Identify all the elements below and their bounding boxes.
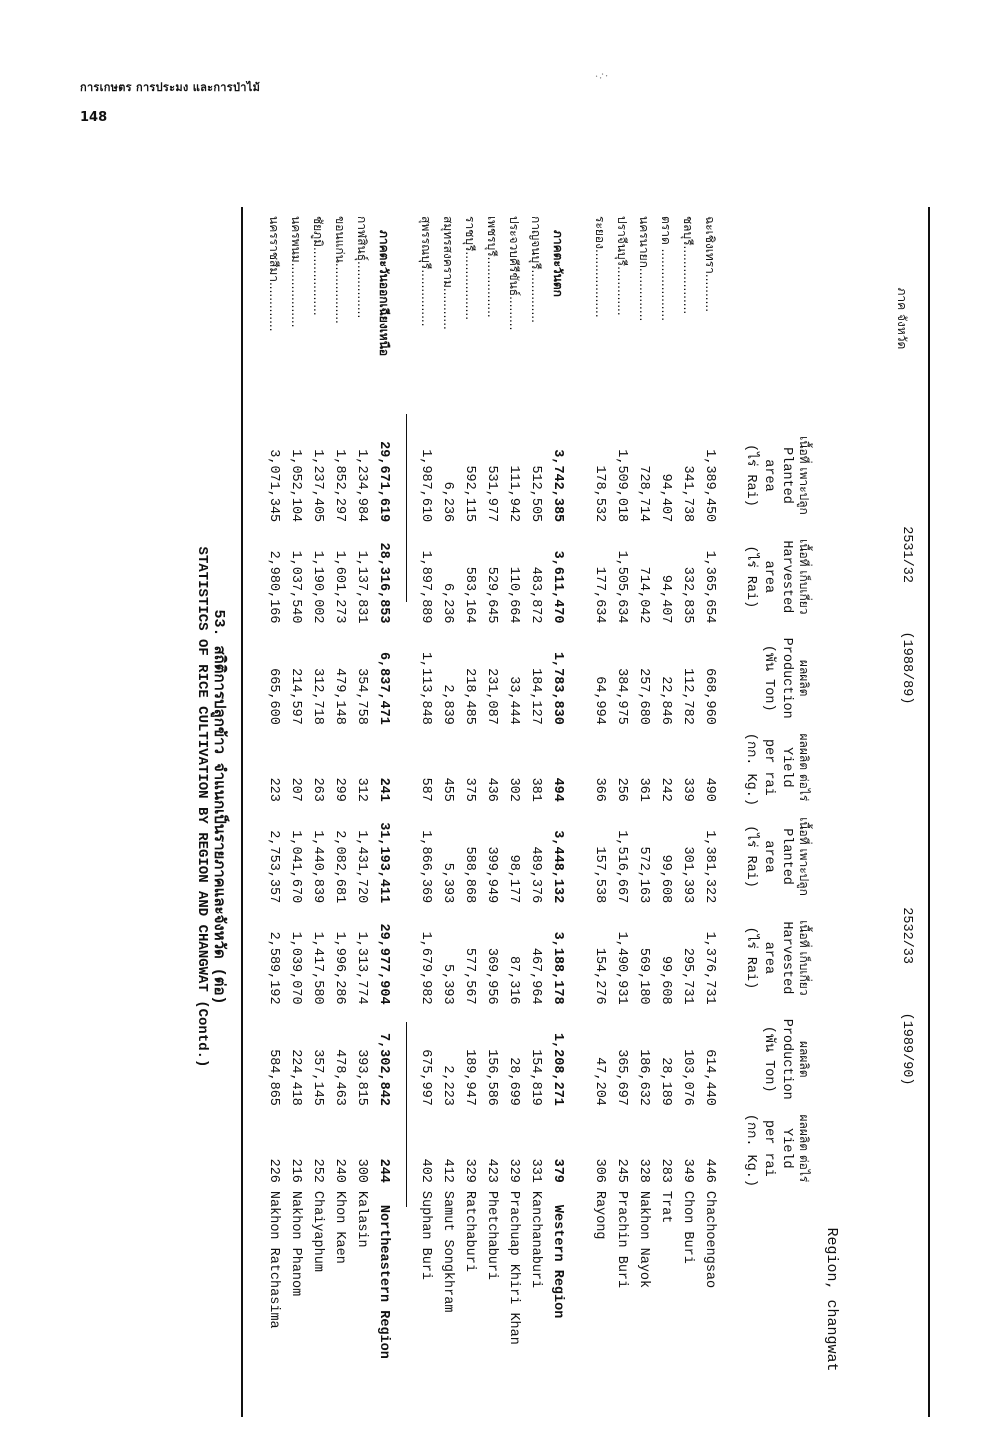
year-2-label [891, 806, 923, 1187]
table-cell: 3,611,470 [550, 550, 566, 624]
table-cell: 6,236 [440, 481, 456, 523]
rice-statistics-table [263, 212, 923, 1412]
table-cell: 529,645 [484, 566, 500, 624]
table-cell: 1,389,450 [702, 449, 718, 523]
table-cell: 5,393 [440, 964, 456, 1005]
table-cell: 28,699 [506, 1057, 522, 1106]
col-header-yield-1: ผลผลิต ต่อไร่ Yield per rai (กก. Kg.) [743, 732, 811, 806]
year-header-row [891, 212, 923, 1412]
row-header-thai: ภาค จังหวัด [895, 287, 909, 350]
row-name-thai: ขอนแก่น................ [333, 216, 348, 324]
table-cell: 339 [680, 777, 696, 802]
table-cell: 154,276 [592, 947, 608, 1005]
table-cell: 3,188,178 [550, 931, 566, 1005]
row-name-thai: สุพรรณบุรี............... [419, 216, 434, 327]
table-cell: 5,393 [440, 862, 456, 904]
table-cell: 7,302,842 [376, 1032, 392, 1106]
table-cell: 184,127 [528, 668, 544, 725]
row-name-english: Chon Buri [680, 1190, 696, 1264]
table-cell: 349 [680, 1158, 696, 1183]
table-cell: 241 [376, 777, 392, 802]
row-name-thai: ประจวบคีรีขันธ์......... [507, 216, 522, 331]
table-body [263, 212, 741, 1412]
table-cell: 245 [614, 1158, 630, 1183]
table-cell: 483,872 [528, 566, 544, 624]
table-cell: 1,190,002 [310, 550, 326, 624]
table-cell: 675,997 [418, 1049, 434, 1106]
col-header-production-1: ผลผลิต Production (พัน Ton) [761, 637, 811, 719]
table-cell: 1,509,018 [614, 449, 630, 523]
table-row [329, 212, 351, 1412]
row-name-thai: สมุทรสงคราม........... [441, 216, 456, 330]
table-cell: 1,601,273 [332, 550, 348, 624]
table-cell: 2,082,681 [332, 830, 348, 904]
table-cell: 94,407 [658, 574, 674, 624]
row-name-thai: นครราชสีมา............. [267, 216, 282, 332]
table-cell: 312 [354, 777, 370, 802]
row-name-english: Northeastern Region [376, 1204, 392, 1359]
table-cell: 3,448,132 [550, 830, 566, 904]
table-row [459, 212, 481, 1412]
row-name-english: Nakhon Nayok [636, 1190, 652, 1289]
table-cell: 240 [332, 1158, 348, 1183]
table-cell: 154,819 [528, 1049, 544, 1106]
table-cell: 256 [614, 777, 630, 802]
table-cell: 1,313,774 [354, 931, 370, 1005]
table-cell: 331 [528, 1158, 544, 1183]
table-cell: 1,417,580 [310, 931, 326, 1005]
year-1-ad: (1988/89) [899, 631, 915, 705]
table-cell: 569,180 [636, 947, 652, 1005]
table-cell: 2,223 [440, 1065, 456, 1106]
table-cell: 1,852,297 [332, 449, 348, 523]
table-cell: 512,505 [528, 465, 544, 523]
table-title-thai: 53. สถิติการปลูกข้าว จำแนกเป็นรายภาคและจังหวัด (ต่อ) [210, 609, 227, 1005]
table-cell: 1,431,720 [354, 830, 370, 904]
table-cell: 47,204 [592, 1057, 608, 1106]
table-cell: 402 [418, 1158, 434, 1183]
table-cell: 189,947 [462, 1049, 478, 1106]
table-cell: 479,148 [332, 668, 348, 725]
row-name-thai: ฉะเชิงเทรา.......... [703, 216, 718, 313]
table-cell: 252 [310, 1158, 326, 1183]
table-row [415, 212, 437, 1412]
year-1-be: 2531/32 [899, 526, 915, 583]
table-row [351, 212, 373, 1412]
table-cell: 577,567 [462, 947, 478, 1005]
table-title-english: STATISTICS OF RICE CULTIVATION BY REGION AND CHANGWAT (Contd.) [194, 546, 210, 1068]
table-row [655, 212, 677, 1412]
row-name-english: Chachoengsao [702, 1190, 718, 1289]
table-cell: 2,753,357 [266, 830, 282, 904]
row-name-english: Kanchanaburi [528, 1190, 544, 1289]
table-cell: 1,516,667 [614, 830, 630, 904]
table-cell: 1,037,540 [288, 550, 304, 624]
table-cell: 614,440 [702, 1049, 718, 1106]
col-header-planted-1: เนื้อที่ เพาะปลูก Planted area (ไร่ Rai) [743, 436, 811, 515]
table-cell: 1,783,830 [550, 651, 566, 725]
row-name-english: Rayong [592, 1190, 608, 1240]
table-cell: 94,407 [658, 473, 674, 523]
table-row [633, 212, 655, 1412]
table-row [285, 212, 307, 1412]
table-cell: 257,680 [636, 668, 652, 725]
row-name-thai: นครนายก.............. [637, 216, 652, 322]
table-row [437, 212, 459, 1412]
table-bottom-rule [241, 207, 243, 1417]
statistics-table-area [240, 202, 935, 1422]
table-cell: 531,977 [484, 465, 500, 523]
table-cell: 328 [636, 1158, 652, 1183]
table-cell: 31,193,411 [376, 822, 392, 904]
row-name-thai: ระยอง.................. [593, 216, 608, 318]
table-cell: 22,846 [658, 676, 674, 725]
table-cell: 218,485 [462, 668, 478, 725]
table-cell: 263 [310, 777, 326, 802]
table-cell: 329 [506, 1158, 522, 1183]
table-cell: 312,718 [310, 668, 326, 725]
table-cell: 587 [418, 777, 434, 802]
table-cell: 478,463 [332, 1049, 348, 1106]
table-cell: 242 [658, 777, 674, 802]
table-cell: 1,987,610 [418, 449, 434, 523]
table-cell: 1,381,322 [702, 830, 718, 904]
table-row [525, 212, 547, 1412]
table-cell: 668,960 [702, 668, 718, 725]
row-header-english: Region, changwat [823, 1227, 841, 1372]
table-cell: 1,039,070 [288, 931, 304, 1005]
table-cell: 112,782 [680, 668, 696, 725]
row-name-thai: ชัยภูมิ.................. [311, 216, 326, 316]
table-cell: 207 [288, 777, 304, 802]
table-cell: 366 [592, 777, 608, 802]
table-cell: 302 [506, 777, 522, 802]
row-name-thai: ภาคตะวันตก [551, 230, 566, 297]
row-name-thai: เพชรบุรี................ [485, 216, 500, 318]
table-cell: 379 [550, 1158, 566, 1183]
row-name-thai: ชลบุรี.................. [681, 216, 696, 315]
table-cell: 306 [592, 1158, 608, 1183]
table-cell: 332,835 [680, 566, 696, 624]
table-row [481, 212, 503, 1412]
table-cell: 357,145 [310, 1049, 326, 1106]
table-cell: 28,316,853 [376, 542, 392, 624]
table-cell: 111,942 [506, 465, 522, 523]
table-cell: 283 [658, 1158, 674, 1183]
col-header-harvested-2: เนื้อที่ เก็บเกี่ยว Harvested area (ไร่ Rai) [743, 920, 811, 996]
table-row [589, 212, 611, 1412]
table-cell: 64,994 [592, 676, 608, 725]
table-row [699, 212, 721, 1412]
table-row [307, 212, 329, 1412]
publication-category: การเกษตร การประมง และการป่าไม้ [80, 81, 261, 94]
row-name-english: Kalasin [354, 1190, 370, 1248]
year-2-ad: (1989/90) [899, 1012, 915, 1086]
row-name-english: Samut Songkhram [440, 1190, 456, 1313]
table-cell: 110,664 [506, 566, 522, 624]
table-cell: 375 [462, 777, 478, 802]
table-cell: 494 [550, 777, 566, 802]
table-cell: 714,042 [636, 566, 652, 624]
table-cell: 177,634 [592, 566, 608, 624]
table-cell: 87,316 [506, 955, 522, 1005]
table-cell: 592,115 [462, 465, 478, 523]
table-cell: 295,731 [680, 947, 696, 1005]
table-cell: 99,608 [658, 955, 674, 1005]
table-cell: 1,490,931 [614, 931, 630, 1005]
page-number: 148 [80, 110, 108, 125]
table-cell: 412 [440, 1158, 456, 1183]
table-cell: 381 [528, 777, 544, 802]
table-cell: 300 [354, 1158, 370, 1183]
row-name-english: Trat [658, 1190, 674, 1224]
table-cell: 1,679,982 [418, 931, 434, 1005]
year-2-be: 2532/33 [899, 907, 915, 964]
table-cell: 2,589,192 [266, 931, 282, 1005]
table-cell: 583,164 [462, 566, 478, 624]
table-cell: 1,376,731 [702, 931, 718, 1005]
table-cell: 156,586 [484, 1049, 500, 1106]
table-cell: 1,866,369 [418, 830, 434, 904]
col-header-production-2: ผลผลิต Production (พัน Ton) [761, 1018, 811, 1100]
row-name-thai: ภาคตะวันออกเฉียงเหนือ [377, 230, 392, 357]
table-cell: 29,977,904 [376, 923, 392, 1005]
table-cell: 354,758 [354, 668, 370, 725]
scan-specks: ·.·. [593, 68, 610, 83]
col-header-yield-2: ผลผลิต ต่อไร่ Yield per rai (กก. Kg.) [743, 1113, 811, 1187]
year-1-label [891, 425, 923, 806]
row-name-english: Western Region [550, 1204, 566, 1319]
table-cell: 436 [484, 777, 500, 802]
table-cell: 178,532 [592, 465, 608, 523]
table-cell: 341,738 [680, 465, 696, 523]
table-cell: 1,440,839 [310, 830, 326, 904]
table-cell: 399,949 [484, 846, 500, 904]
table-cell: 186,632 [636, 1049, 652, 1106]
table-cell: 231,087 [484, 668, 500, 725]
table-cell: 244 [376, 1158, 392, 1183]
spacer-row [395, 212, 415, 1412]
spacer-row [569, 212, 589, 1412]
table-cell: 490 [702, 777, 718, 802]
row-name-thai: ราชบุรี.................. [463, 216, 478, 321]
region-row [373, 212, 395, 1412]
row-name-thai: กาฬสินธุ์............... [355, 216, 370, 319]
table-cell: 1,237,405 [310, 449, 326, 523]
table-cell: 216 [288, 1158, 304, 1183]
table-cell: 361 [636, 777, 652, 802]
table-cell: 455 [440, 777, 456, 802]
table-cell: 3,742,385 [550, 449, 566, 523]
table-cell: 588,868 [462, 846, 478, 904]
row-name-thai: กาญจนบุรี.............. [529, 216, 544, 323]
spacer-row [721, 212, 741, 1412]
table-row [263, 212, 285, 1412]
table-cell: 2,980,166 [266, 550, 282, 624]
table-top-rule [928, 207, 930, 1417]
table-cell: 28,189 [658, 1057, 674, 1106]
table-cell: 393,815 [354, 1049, 370, 1106]
table-cell: 1,052,104 [288, 449, 304, 523]
table-cell: 365,697 [614, 1049, 630, 1106]
table-cell: 301,393 [680, 846, 696, 904]
row-name-english: Prachin Buri [614, 1190, 630, 1289]
row-name-english: Nakhon Phanom [288, 1190, 304, 1297]
table-cell: 329 [462, 1158, 478, 1183]
table-cell: 369,956 [484, 947, 500, 1005]
table-cell: 3,071,345 [266, 449, 282, 523]
row-name-english: Phetchaburi [484, 1190, 500, 1281]
table-cell: 223 [266, 777, 282, 802]
col-header-planted-2: เนื้อที่ เพาะปลูก Planted area (ไร่ Rai) [743, 817, 811, 896]
row-name-english: Nakhon Ratchasima [266, 1190, 282, 1329]
table-row [503, 212, 525, 1412]
table-cell: 1,365,654 [702, 550, 718, 624]
table-cell: 1,137,831 [354, 550, 370, 624]
table-cell: 214,597 [288, 668, 304, 725]
region-row [547, 212, 569, 1412]
table-cell: 489,376 [528, 846, 544, 904]
table-cell: 1,234,984 [354, 449, 370, 523]
table-cell: 728,714 [636, 465, 652, 523]
table-cell: 1,113,848 [418, 651, 434, 725]
rotated-table-page [100, 192, 950, 1432]
table-cell: 224,418 [288, 1049, 304, 1106]
col-header-harvested-1: เนื้อที่ เก็บเกี่ยว Harvested area (ไร่ Rai) [743, 539, 811, 615]
table-cell: 1,996,286 [332, 931, 348, 1005]
table-cell: 572,163 [636, 846, 652, 904]
table-cell: 423 [484, 1158, 500, 1183]
table-cell: 99,608 [658, 854, 674, 904]
row-name-english: Khon Kaen [332, 1190, 348, 1264]
table-cell: 1,041,670 [288, 830, 304, 904]
table-cell: 98,177 [506, 854, 522, 904]
row-name-english: Chaiyaphum [310, 1190, 326, 1272]
table-cell: 226 [266, 1158, 282, 1183]
table-cell: 665,600 [266, 668, 282, 725]
table-cell: 584,865 [266, 1049, 282, 1106]
table-cell: 1,505,634 [614, 550, 630, 624]
table-cell: 299 [332, 777, 348, 802]
table-cell: 1,897,889 [418, 550, 434, 624]
row-name-thai: ตราด ................... [659, 216, 674, 322]
table-cell: 157,538 [592, 846, 608, 904]
table-cell: 33,444 [506, 676, 522, 725]
table-cell: 1,208,271 [550, 1032, 566, 1106]
table-cell: 384,975 [614, 668, 630, 725]
table-cell: 467,964 [528, 947, 544, 1005]
row-name-thai: ปราจีนบุรี............. [615, 216, 630, 316]
table-cell: 6,236 [440, 583, 456, 624]
table-cell: 446 [702, 1158, 718, 1183]
table-cell: 29,671,619 [376, 441, 392, 523]
row-name-english: Suphan Buri [418, 1190, 434, 1281]
row-name-thai: นครพนม................. [289, 216, 304, 328]
table-row [611, 212, 633, 1412]
table-cell: 6,837,471 [376, 651, 392, 725]
row-name-english: Ratchaburi [462, 1190, 478, 1272]
row-name-english: Prachuap Khiri Khan [506, 1190, 522, 1345]
table-cell: 2,839 [440, 684, 456, 725]
table-cell: 103,076 [680, 1049, 696, 1106]
table-row [677, 212, 699, 1412]
